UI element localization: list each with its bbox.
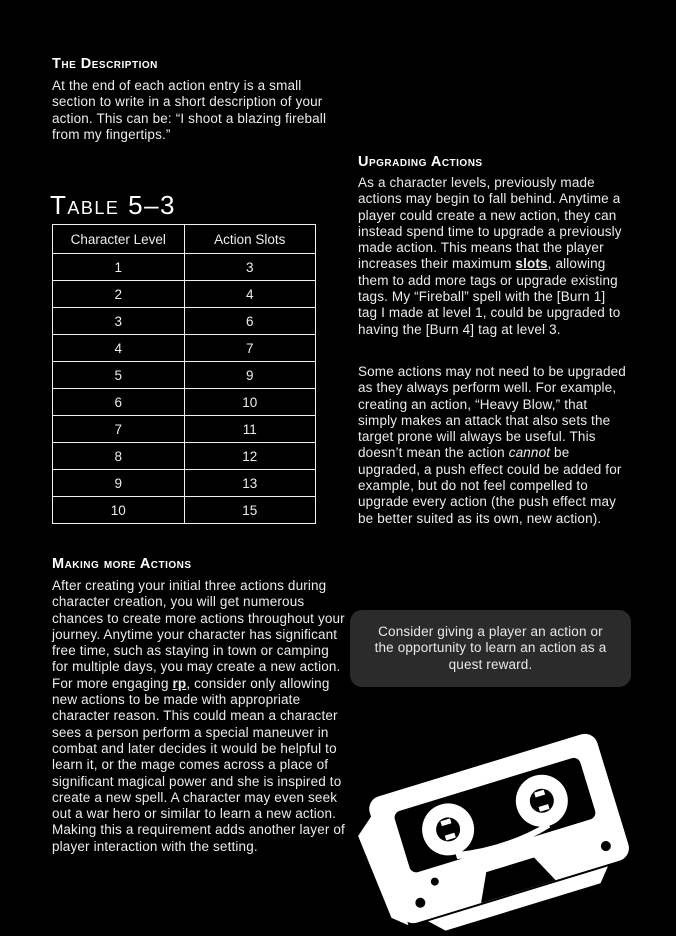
table-cell-level: 2 xyxy=(53,281,185,308)
table-row xyxy=(53,281,316,308)
table-cell-slots: 15 xyxy=(184,497,316,524)
table-row xyxy=(53,308,316,335)
heading-upgrading-actions: Upgrading Actions xyxy=(358,154,483,170)
table-row xyxy=(53,362,316,389)
table-cell-level: 8 xyxy=(53,443,185,470)
table-cell-slots: 13 xyxy=(184,470,316,497)
paragraph-text: , allowing them to add more tags or upgrade existing tags. My “Fireball” spell with the [Burn 1] tag I made at level 1, could be upgraded to having the [Burn 4] tag at level 3. xyxy=(358,256,621,337)
callout-text: Consider giving a player an action or the opportunity to learn an action as a quest reward. xyxy=(374,624,607,672)
cassette-tape-illustration xyxy=(344,726,644,932)
callout-box xyxy=(350,610,631,687)
table-header-cell-character-level: Character Level xyxy=(53,225,185,254)
heading-table-5-3: Table 5–3 xyxy=(50,190,177,220)
table-cell-slots: 9 xyxy=(184,362,316,389)
paragraph-description: At the end of each action entry is a small section to write in a short description of your action. This can be: “I shoot a blazing fireball from my fingertips.” xyxy=(52,78,327,142)
underlined-term-rp: rp xyxy=(172,675,187,691)
table-row xyxy=(53,470,316,497)
table-cell-slots: 12 xyxy=(184,443,316,470)
heading-the-description: The Description xyxy=(52,56,158,72)
paragraph-upgrading-2 xyxy=(358,364,626,527)
table-cell-slots: 11 xyxy=(184,416,316,443)
table-row xyxy=(53,254,316,281)
heading-making-more-actions: Making more Actions xyxy=(52,556,192,572)
table-cell-slots: 4 xyxy=(184,281,316,308)
table-header-cell-action-slots: Action Slots xyxy=(184,225,316,254)
paragraph-making-more-actions xyxy=(52,578,346,855)
table-cell-level: 10 xyxy=(53,497,185,524)
paragraph-text: , consider only allowing new actions to be made with appropriate character reason. This could mean a character sees a person perform a special maneuver in combat and later decides it would be helpful to learn it, or the mage comes across a place of significant magical power and she is inspired to create a new spell. A character may even seek out a war hero or similar to learn a new action. Making this a requirement adds another layer of player interaction with the setting. xyxy=(52,675,345,854)
paragraph-upgrading-1 xyxy=(358,175,626,338)
table-cell-slots: 3 xyxy=(184,254,316,281)
paragraph-text: be upgraded, a push effect could be added for example, but do not feel compelled to upgrade every action (the push effect may be better suited as its own, new action). xyxy=(358,445,622,526)
table-cell-level: 5 xyxy=(53,362,185,389)
table-cell-slots: 10 xyxy=(184,389,316,416)
table-cell-level: 6 xyxy=(53,389,185,416)
table-cell-level: 7 xyxy=(53,416,185,443)
table-cell-level: 9 xyxy=(53,470,185,497)
paragraph-text: Some actions may not need to be upgraded as they always perform well. For example, creating an action, “Heavy Blow,” that simply makes an attack that also sets the target prone will always be useful. This doesn’t mean the action xyxy=(358,364,626,461)
table-cell-slots: 7 xyxy=(184,335,316,362)
table-row xyxy=(53,416,316,443)
table-row xyxy=(53,497,316,524)
table-cell-level: 1 xyxy=(53,254,185,281)
table-row xyxy=(53,443,316,470)
paragraph-text: After creating your initial three actions during character creation, you will get numerous chances to create more actions throughout your journey. Anytime your character has significant free time, such as staying in town or camping for multiple days, you may create a new action. For more engaging xyxy=(52,578,345,691)
table-row xyxy=(53,389,316,416)
paragraph-text: As a character levels, previously made actions may begin to fall behind. Anytime a player could create a new action, they can instead spend time to upgrade a previously made action. This means that the player increases their maximum xyxy=(358,175,622,272)
italic-term-cannot: cannot xyxy=(508,445,551,461)
table-header-row xyxy=(53,225,316,254)
table-5-3 xyxy=(52,224,316,524)
table-cell-level: 3 xyxy=(53,308,185,335)
underlined-term-slots: slots xyxy=(515,256,548,272)
table-cell-level: 4 xyxy=(53,335,185,362)
table-cell-slots: 6 xyxy=(184,308,316,335)
table-row xyxy=(53,335,316,362)
